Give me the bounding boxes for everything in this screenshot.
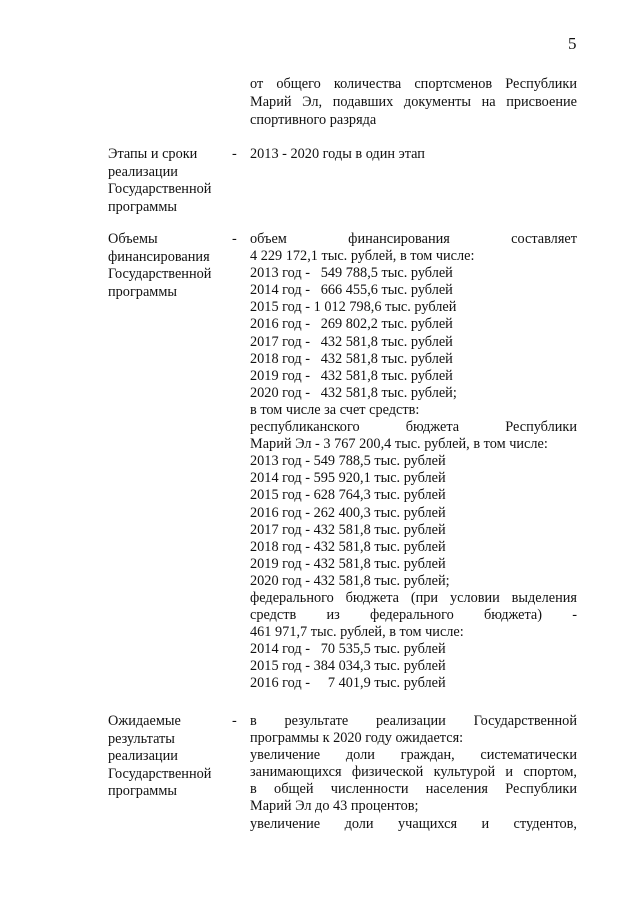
section-dash: - [232,231,237,247]
intro-line: от общего количества спортсменов Республики [250,76,577,92]
section-label: Этапы и сроки реализации Государственной программы [108,146,212,215]
content-line: 2014 год - 595 920,1 тыс. рублей [250,470,446,487]
content-line: 4 229 172,1 тыс. рублей, в том числе: [250,248,475,265]
content-line: увеличение доли граждан, систематически [250,747,577,764]
intro-paragraph [250,75,577,129]
content-line: 2017 год - 432 581,8 тыс. рублей [250,333,453,350]
content-line: 2015 год - 1 012 798,6 тыс. рублей [250,299,457,316]
section-content [250,146,577,163]
section-label: Объемы финансирования Государственной программы [108,231,212,300]
content-line: занимающихся физической культурой и спортом, [250,764,577,781]
content-line: 2013 год - 549 788,5 тыс. рублей [250,265,453,282]
content-line: в результате реализации Государственной [250,713,577,729]
content-line: увеличение доли учащихся и студентов, [250,815,577,832]
content-line: 2020 год - 432 581,8 тыс. рублей; [250,384,457,401]
content-line: федерального бюджета (при условии выделения [250,589,577,606]
content-line: 2020 год - 432 581,8 тыс. рублей; [250,572,450,589]
intro-line: Марий Эл, подавших документы на присвоение [250,94,577,110]
content-line: 2016 год - 262 400,3 тыс. рублей [250,504,446,521]
section-content [250,713,577,833]
content-line: объем финансирования составляет [250,231,577,247]
content-line: в общей численности населения Республики [250,781,577,798]
page-number: 5 [568,34,577,53]
section-label: Ожидаемые результаты реализации Государственной программы [108,713,212,799]
content-line: 2016 год - 269 802,2 тыс. рублей [250,316,453,333]
content-line: средств из федерального бюджета) - [250,607,577,624]
content-line: 2013 год - 549 788,5 тыс. рублей [250,453,446,470]
content-line: 2019 год - 432 581,8 тыс. рублей [250,367,453,384]
content-line: 2019 год - 432 581,8 тыс. рублей [250,555,446,572]
content-line: Марий Эл до 43 процентов; [250,798,419,815]
content-line: 2014 год - 666 455,6 тыс. рублей [250,282,453,299]
content-line: республиканского бюджета Республики [250,419,577,436]
content-line: 2014 год - 70 535,5 тыс. рублей [250,641,446,658]
content-line: 2013 - 2020 годы в один этап [250,146,425,162]
content-line: 2018 год - 432 581,8 тыс. рублей [250,538,446,555]
content-line: 2016 год - 7 401,9 тыс. рублей [250,675,446,692]
content-line: Марий Эл - 3 767 200,4 тыс. рублей, в том числе: [250,436,548,453]
content-line: программы к 2020 году ожидается: [250,730,464,747]
content-line: 2017 год - 432 581,8 тыс. рублей [250,521,446,538]
content-line: 461 971,7 тыс. рублей, в том числе: [250,624,464,641]
section-content [250,231,577,693]
content-line: 2015 год - 628 764,3 тыс. рублей [250,487,446,504]
intro-line: спортивного разряда [250,112,377,128]
content-line: 2015 год - 384 034,3 тыс. рублей [250,658,446,675]
content-line: 2018 год - 432 581,8 тыс. рублей [250,350,453,367]
content-line: в том числе за счет средств: [250,401,420,418]
section-dash: - [232,713,237,729]
section-dash: - [232,146,237,162]
